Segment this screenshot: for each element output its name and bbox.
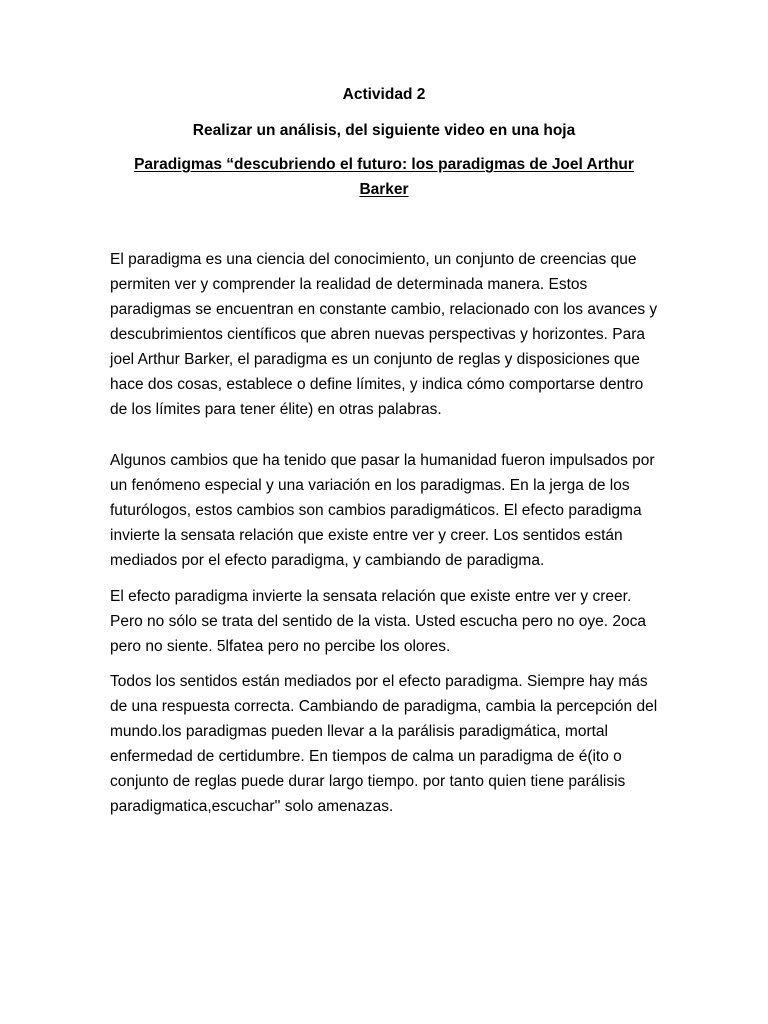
paragraph-2: Algunos cambios que ha tenido que pasar la humanidad fueron impulsados por un fenómeno especial y una variación en los paradigmas. En la jerga de los futurólogos, estos cambios son cambios paradigmáticos. El efecto paradigma invierte la sensata relación que existe entre ver y creer. Los sentidos están mediados por el efecto paradigma, y cambiando de paradigma. <box>110 452 655 569</box>
instruction-heading: Realizar un análisis, del siguiente video en una hoja <box>192 122 576 139</box>
video-title: Paradigmas “descubriendo el futuro: los paradigmas de Joel Arthur Barker <box>134 156 634 198</box>
paragraph-3: El efecto paradigma invierte la sensata relación que existe entre ver y creer. Pero no sólo se trata del sentido de la vista. Usted escucha pero no oye. 2oca pero no siente. 5lfatea pero no percibe los olores. <box>110 588 646 655</box>
activity-title: Actividad 2 <box>342 86 426 103</box>
paragraph-4: Todos los sentidos están mediados por el efecto paradigma. Siempre hay más de una respuesta correcta. Cambiando de paradigma, cambia la percepción del mundo.los paradigmas pueden llevar a la parálisis paradigmática, mortal enfermedad de certidumbre. En tiempos de calma un paradigma de é(ito o conjunto de reglas puede durar largo tiempo. por tanto quien tiene parálisis paradigmatica,escuchar'' solo amenazas. <box>110 673 658 815</box>
paragraph-1: El paradigma es una ciencia del conocimiento, un conjunto de creencias que permiten ver y comprender la realidad de determinada manera. Estos paradigmas se encuentran en constante cambio, relacionado con los avances y descubrimientos científicos que abren nuevas perspectivas y horizontes. Para joel Arthur Barker, el paradigma es un conjunto de reglas y disposiciones que hace dos cosas, establece o define límites, y indica cómo comportarse dentro de los límites para tener élite) en otras palabras. <box>110 251 658 418</box>
